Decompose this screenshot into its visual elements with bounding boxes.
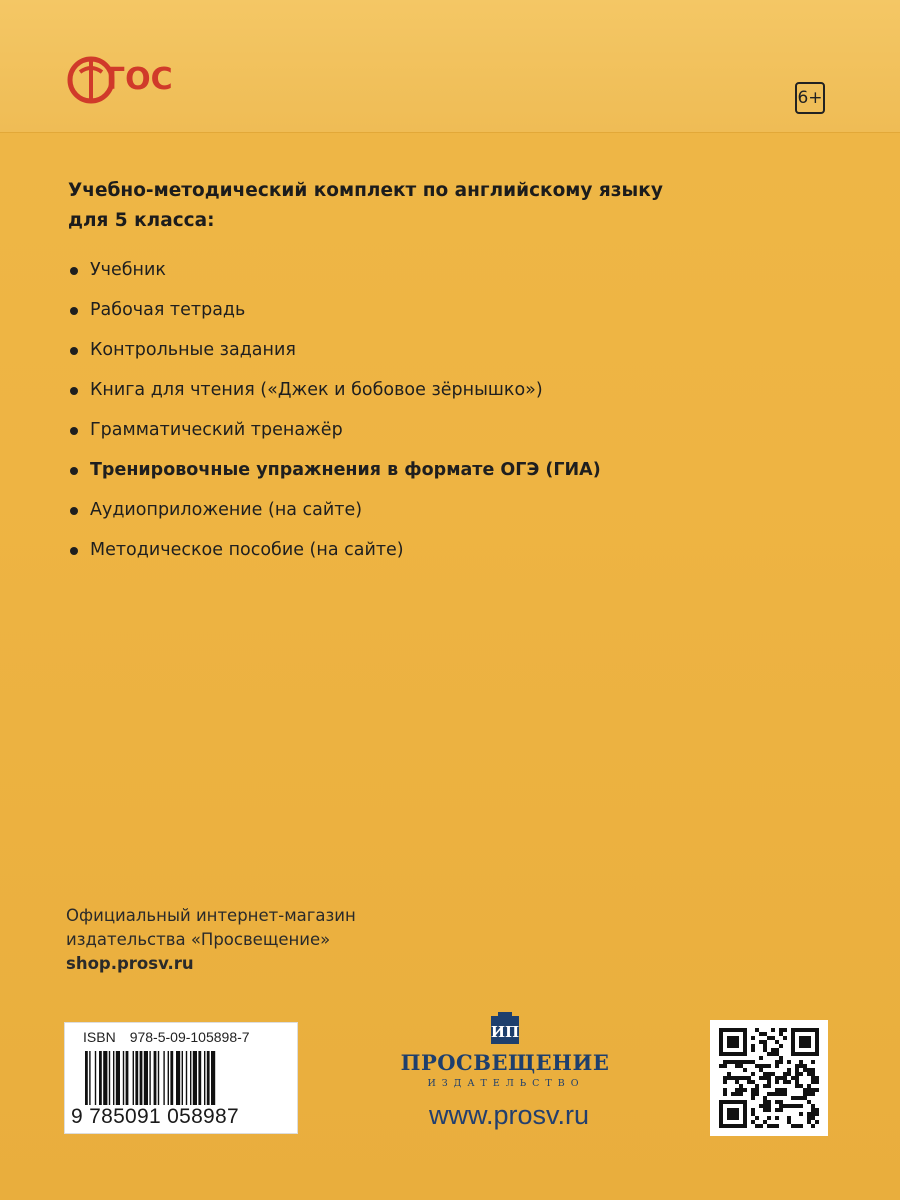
- bullet-icon: [70, 267, 78, 275]
- list-item-label: Контрольные задания: [90, 340, 296, 360]
- list-item: [68, 410, 788, 450]
- bullet-icon: [70, 347, 78, 355]
- isbn-line: [83, 1029, 250, 1045]
- list-item: [68, 530, 788, 570]
- list-item-label: Рабочая тетрадь: [90, 300, 246, 320]
- publisher-block: [400, 1010, 620, 1130]
- publisher-logo-text: ИП: [490, 1023, 520, 1041]
- shop-line1: Официальный интернет-магазин: [66, 906, 356, 925]
- fgos-logo: [64, 52, 184, 112]
- list-item-label: Тренировочные упражнения в формате ОГЭ (ГИА): [90, 460, 601, 480]
- barcode-bars: [85, 1051, 281, 1105]
- online-shop-note: [66, 904, 486, 976]
- kit-heading-line2: для 5 класса:: [68, 210, 215, 231]
- publisher-subtitle: ИЗДАТЕЛЬСТВО: [427, 1078, 585, 1089]
- list-item: [68, 250, 788, 290]
- age-rating-badge: 6+: [795, 82, 825, 114]
- isbn-number: 978-5-09-105898-7: [129, 1029, 250, 1045]
- list-item-highlighted: [68, 450, 788, 490]
- list-item: [68, 330, 788, 370]
- qr-code-icon: [719, 1028, 819, 1128]
- publisher-name: ПРОСВЕЩЕНИЕ: [400, 1050, 610, 1075]
- isbn-label: ISBN: [83, 1029, 116, 1045]
- list-item-label: Аудиоприложение (на сайте): [90, 500, 363, 520]
- bullet-icon: [70, 547, 78, 555]
- list-item: [68, 490, 788, 530]
- list-item: [68, 290, 788, 330]
- bullet-icon: [70, 467, 78, 475]
- isbn-barcode: [64, 1022, 298, 1134]
- list-item-label: Книга для чтения («Джек и бобовое зёрнышко»): [90, 380, 543, 400]
- bullet-icon: [70, 427, 78, 435]
- list-item-label: Методическое пособие (на сайте): [90, 540, 404, 560]
- shop-line2: издательства «Просвещение»: [66, 930, 331, 949]
- publisher-url-link[interactable]: www.prosv.ru: [428, 1100, 590, 1130]
- barcode-digits: 9 785091 058987: [71, 1105, 239, 1128]
- list-item-label: Учебник: [90, 260, 166, 280]
- qr-code[interactable]: [710, 1020, 828, 1136]
- kit-items-list: [68, 250, 788, 570]
- list-item-label: Грамматический тренажёр: [90, 420, 343, 440]
- publisher-logo-icon: [490, 1012, 520, 1046]
- kit-heading-line1: Учебно-методический комплект по английскому языку: [68, 180, 663, 201]
- bullet-icon: [70, 507, 78, 515]
- bullet-icon: [70, 387, 78, 395]
- fgos-label: ГОС: [106, 62, 173, 97]
- kit-heading: [68, 176, 728, 236]
- list-item: [68, 370, 788, 410]
- bullet-icon: [70, 307, 78, 315]
- shop-url-link[interactable]: shop.prosv.ru: [66, 954, 194, 973]
